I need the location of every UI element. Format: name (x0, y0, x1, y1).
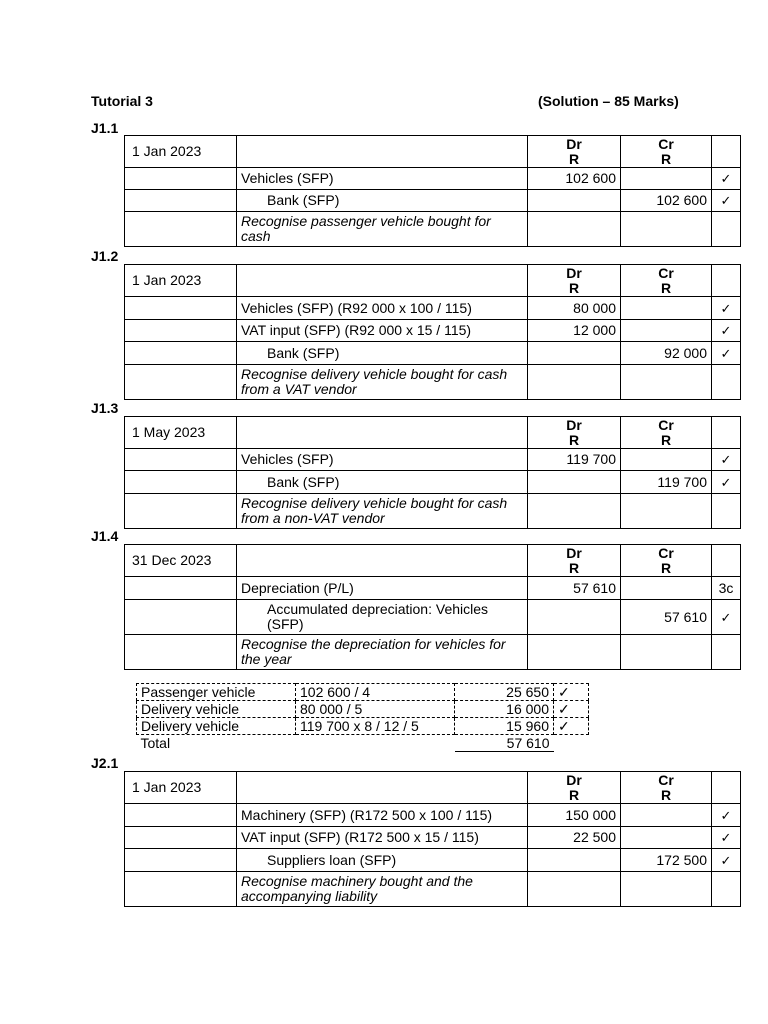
depreciation-calculation (136, 683, 589, 752)
cr-header: Cr R (621, 545, 712, 577)
account-name: VAT input (SFP) (R92 000 x 15 / 115) (237, 320, 528, 342)
account-name: Bank (SFP) (237, 342, 528, 365)
account-name: Accumulated depreciation: Vehicles (SFP) (237, 600, 528, 635)
dr-amount (528, 849, 621, 872)
cr-header: Cr R (621, 417, 712, 449)
journal-j1-4 (124, 544, 741, 670)
cr-amount (621, 168, 712, 190)
total-amount: 57 610 (455, 735, 554, 752)
account-name: Bank (SFP) (237, 190, 528, 212)
check-mark: ✓ (712, 449, 741, 471)
dr-header: Dr R (528, 772, 621, 804)
journal-date: 1 Jan 2023 (125, 265, 237, 297)
dr-amount: 57 610 (528, 577, 621, 600)
cr-amount: 172 500 (621, 849, 712, 872)
depreciation-amount: 16 000 (455, 701, 554, 718)
account-name: Bank (SFP) (237, 471, 528, 494)
dr-amount: 12 000 (528, 320, 621, 342)
cr-amount: 102 600 (621, 190, 712, 212)
check-mark: ✓ (554, 701, 589, 718)
account-name: Depreciation (P/L) (237, 577, 528, 600)
dr-header: Dr R (528, 265, 621, 297)
check-mark: ✓ (712, 297, 741, 320)
asset-name: Passenger vehicle (137, 684, 296, 701)
depreciation-formula: 119 700 x 8 / 12 / 5 (296, 718, 455, 735)
dr-header: Dr R (528, 417, 621, 449)
dr-amount: 102 600 (528, 168, 621, 190)
dr-amount: 119 700 (528, 449, 621, 471)
asset-name: Delivery vehicle (137, 701, 296, 718)
journal-date: 1 Jan 2023 (125, 772, 237, 804)
account-name: Machinery (SFP) (R172 500 x 100 / 115) (237, 804, 528, 827)
marks-label: 3c (712, 577, 741, 600)
depreciation-amount: 15 960 (455, 718, 554, 735)
cr-amount (621, 297, 712, 320)
check-mark: ✓ (712, 804, 741, 827)
cr-amount: 57 610 (621, 600, 712, 635)
page-title: Tutorial 3 (91, 93, 153, 109)
journal-j1-1 (124, 135, 741, 247)
asset-name: Delivery vehicle (137, 718, 296, 735)
account-name: VAT input (SFP) (R172 500 x 15 / 115) (237, 827, 528, 849)
check-mark: ✓ (712, 471, 741, 494)
check-mark: ✓ (712, 320, 741, 342)
journal-j2-1 (124, 771, 741, 907)
section-label-j1-1: J1.1 (91, 120, 119, 136)
section-label-j1-4: J1.4 (91, 528, 119, 544)
dr-amount (528, 190, 621, 212)
check-mark: ✓ (554, 718, 589, 735)
narration: Recognise delivery vehicle bought for cash from a VAT vendor (237, 365, 528, 400)
cr-amount (621, 577, 712, 600)
section-label-j1-2: J1.2 (91, 248, 119, 264)
dr-amount: 22 500 (528, 827, 621, 849)
account-name: Suppliers loan (SFP) (237, 849, 528, 872)
journal-j1-2 (124, 264, 741, 400)
check-mark: ✓ (712, 600, 741, 635)
narration: Recognise passenger vehicle bought for cash (237, 212, 528, 247)
cr-amount (621, 449, 712, 471)
dr-amount: 150 000 (528, 804, 621, 827)
journal-j1-3 (124, 416, 741, 529)
check-mark: ✓ (712, 849, 741, 872)
account-name: Vehicles (SFP) (237, 168, 528, 190)
cr-header: Cr R (621, 265, 712, 297)
cr-amount (621, 320, 712, 342)
dr-amount (528, 600, 621, 635)
section-label-j1-3: J1.3 (91, 400, 119, 416)
cr-amount: 92 000 (621, 342, 712, 365)
solution-marks: (Solution – 85 Marks) (538, 93, 679, 109)
dr-amount (528, 471, 621, 494)
narration: Recognise delivery vehicle bought for cash from a non-VAT vendor (237, 494, 528, 529)
dr-amount (528, 342, 621, 365)
cr-amount (621, 804, 712, 827)
check-mark: ✓ (712, 342, 741, 365)
dr-header: Dr R (528, 136, 621, 168)
journal-date: 1 May 2023 (125, 417, 237, 449)
dr-amount: 80 000 (528, 297, 621, 320)
check-mark: ✓ (712, 168, 741, 190)
section-label-j2-1: J2.1 (91, 755, 119, 771)
check-mark: ✓ (554, 684, 589, 701)
cr-header: Cr R (621, 136, 712, 168)
depreciation-formula: 80 000 / 5 (296, 701, 455, 718)
journal-date: 31 Dec 2023 (125, 545, 237, 577)
check-mark: ✓ (712, 827, 741, 849)
depreciation-formula: 102 600 / 4 (296, 684, 455, 701)
journal-date: 1 Jan 2023 (125, 136, 237, 168)
cr-amount (621, 827, 712, 849)
cr-header: Cr R (621, 772, 712, 804)
dr-header: Dr R (528, 545, 621, 577)
total-label: Total (140, 735, 171, 752)
narration: Recognise the depreciation for vehicles for the year (237, 635, 528, 670)
account-name: Vehicles (SFP) (R92 000 x 100 / 115) (237, 297, 528, 320)
depreciation-amount: 25 650 (455, 684, 554, 701)
check-mark: ✓ (712, 190, 741, 212)
account-name: Vehicles (SFP) (237, 449, 528, 471)
narration: Recognise machinery bought and the accompanying liability (237, 872, 528, 907)
cr-amount: 119 700 (621, 471, 712, 494)
